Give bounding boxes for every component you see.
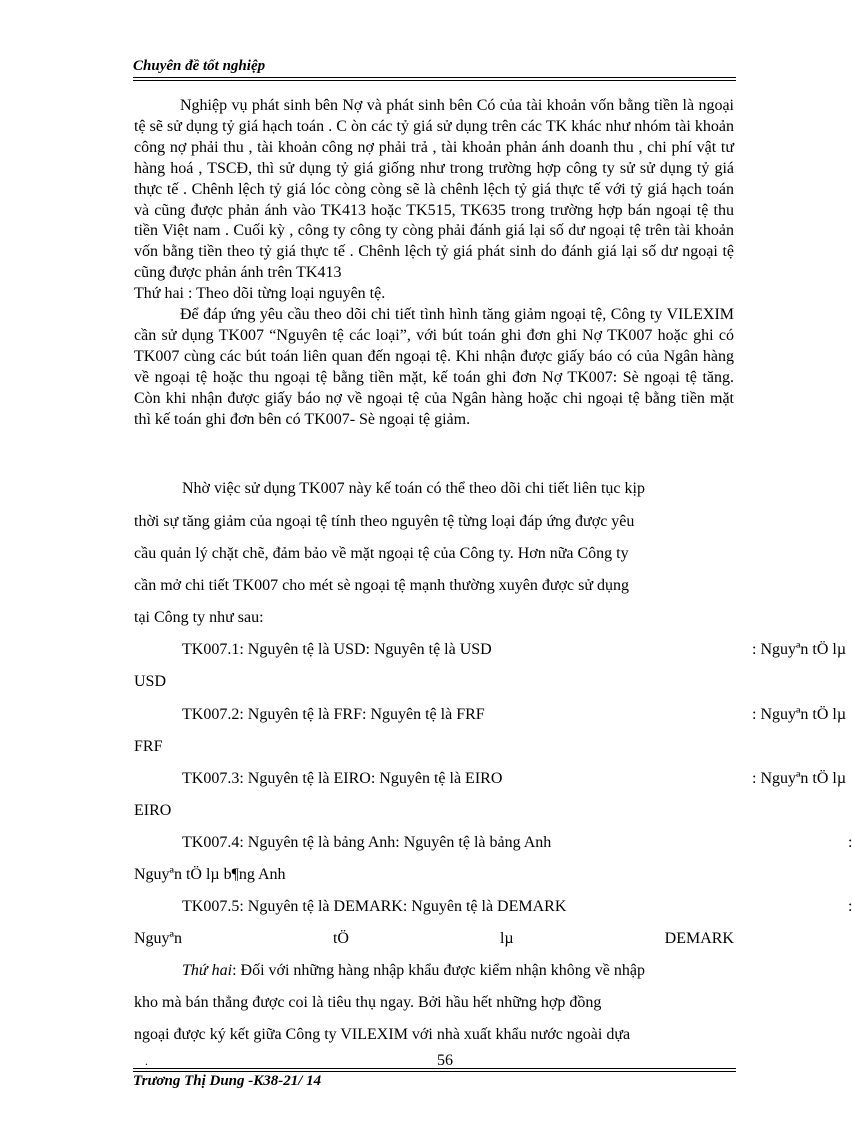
closing-line-3: ngoại được ký kết giữa Công ty VILEXIM với nhà xuất khẩu nước ngoài dựa xyxy=(134,1026,631,1043)
account-line-eiro xyxy=(134,770,847,788)
header-rule-bottom xyxy=(133,80,736,81)
account-right-text: : Nguyªn tÖ lµ xyxy=(752,770,847,787)
account-wrap-usd: USD xyxy=(134,673,167,690)
account-line-demark xyxy=(134,898,782,916)
account-code-text: TK007.4: Nguyên tệ là bảng Anh: Nguyên tệ là bảng Anh xyxy=(182,834,552,851)
paragraph-second-point: Thứ hai : Theo dõi từng loại nguyên tệ. xyxy=(134,285,386,303)
account-right-text: : Nguyªn tÖ lµ xyxy=(752,641,847,658)
text-line: Nhờ việc sử dụng TK007 này kế toán có thể theo dõi chi tiết liên tục kịp xyxy=(182,480,645,497)
account-right-text: : Nguyªn tÖ lµ xyxy=(752,706,847,723)
account-wrap-frf: FRF xyxy=(134,738,163,755)
account-code-text: TK007.3: Nguyên tệ là EIRO: Nguyên tệ là EIRO xyxy=(182,770,503,787)
account-wrap-gbp: Nguyªn tÖ lµ b¶ng Anh xyxy=(134,866,286,883)
footer-rule-bottom xyxy=(133,1071,736,1072)
account-line-usd xyxy=(134,641,847,659)
footer-author: Trương Thị Dung -K38-21/ 14 xyxy=(133,1073,322,1089)
wrap-word: Nguyªn xyxy=(134,930,182,947)
text-line: tại Công ty như sau: xyxy=(134,609,264,626)
account-right-text xyxy=(848,834,852,852)
account-code-text: TK007.2: Nguyên tệ là FRF: Nguyên tệ là FRF xyxy=(182,706,485,723)
account-code-text: TK007.1: Nguyên tệ là USD: Nguyên tệ là USD xyxy=(182,641,492,658)
text-line: cầu quản lý chặt chẽ, đảm bảo về mặt ngoại tệ của Công ty. Hơn nữa Công ty xyxy=(134,545,629,562)
account-right-text xyxy=(848,898,852,916)
account-line-frf xyxy=(134,706,847,724)
header-rule-top xyxy=(133,77,736,78)
paragraph-exchange-rate: Nghiệp vụ phát sinh bên Nợ và phát sinh bên Có của tài khoản vốn bằng tiền là ngoại tệ sẽ sử dụng tỷ giá hạch toán . C òn các tỷ giá sử dụng trên các TK khác như nhóm tài khoản công nợ phải thu , tài khoản công nợ phải trả , tài khoản phản ánh doanh thu , chi phí vật tư hàng hoá , TSCĐ, thì sử dụng tỷ giá giống như trong trường hợp công ty sử sử dụng tỷ giá thực tế . Chênh lệch tỷ giá lóc còng còng sẽ là chênh lệch tỷ giá thực tế với tỷ giá hạch toán và cũng được phản ánh vào TK413 hoặc TK515, TK635 trong trường hợp bán ngoại tệ thu tiền Việt nam . Cuối kỳ , công ty công ty còng phải đánh giá lại số dư ngoại tệ trên tài khoản vốn bằng tiền theo tỷ giá thực tế . Chênh lệch tỷ giá phát sinh do đánh giá lại số dư ngoại tệ cũng được phản ánh trên TK413 xyxy=(134,97,734,282)
wrap-word: lµ xyxy=(499,930,514,947)
account-wrap-demark xyxy=(134,930,734,948)
account-line-gbp xyxy=(134,834,782,852)
closing-line-2: kho mà bán thẳng được coi là tiêu thụ ngay. Bởi hầu hết những hợp đồng xyxy=(134,994,602,1011)
closing-rest: : Đối với những hàng nhập khẩu được kiểm nhận không về nhập xyxy=(232,962,645,979)
wrap-word: DEMARK xyxy=(664,930,734,947)
footer-rule-top xyxy=(133,1068,736,1069)
footer-mark: . xyxy=(145,1054,148,1068)
account-wrap-eiro: EIRO xyxy=(134,802,172,819)
body-block-justified xyxy=(134,96,734,431)
closing-line-1 xyxy=(134,962,782,980)
text-line: thời sự tăng giảm của ngoại tệ tính theo nguyên tệ từng loại đáp ứng được yêu xyxy=(134,513,635,530)
wrap-word: tÖ xyxy=(332,930,349,947)
closing-lead: Thứ hai xyxy=(182,962,233,979)
page-number: 56 xyxy=(437,1052,453,1069)
header-title: Chuyên đề tốt nghiệp xyxy=(133,58,266,74)
account-code-text: TK007.5: Nguyên tệ là DEMARK: Nguyên tệ là DEMARK xyxy=(182,898,567,915)
text-line: cần mở chi tiết TK007 cho mét sè ngoại tệ mạnh thường xuyên được sử dụng xyxy=(134,577,630,594)
paragraph-tk007-usage: Để đáp ứng yêu cầu theo dõi chi tiết tình hình tăng giảm ngoại tệ, Công ty VILEXIM cần sử dụng TK007 “Nguyên tệ các loại”, với bút toán ghi đơn ghi Nợ TK007 hoặc ghi có TK007 cùng các bút toán liên quan đến ngoại tệ. Khi nhận được giấy báo có của Ngân hàng về ngoại tệ hoặc thu ngoại tệ bằng tiền mặt, kế toán ghi đơn Nợ TK007: Sè ngoại tệ tăng. Còn khi nhận được giấy báo nợ về ngoại tệ của Ngân hàng hoặc chi ngoại tệ bằng tiền mặt thì kế toán ghi đơn bên có TK007- Sè ngoại tệ giảm. xyxy=(134,306,734,428)
